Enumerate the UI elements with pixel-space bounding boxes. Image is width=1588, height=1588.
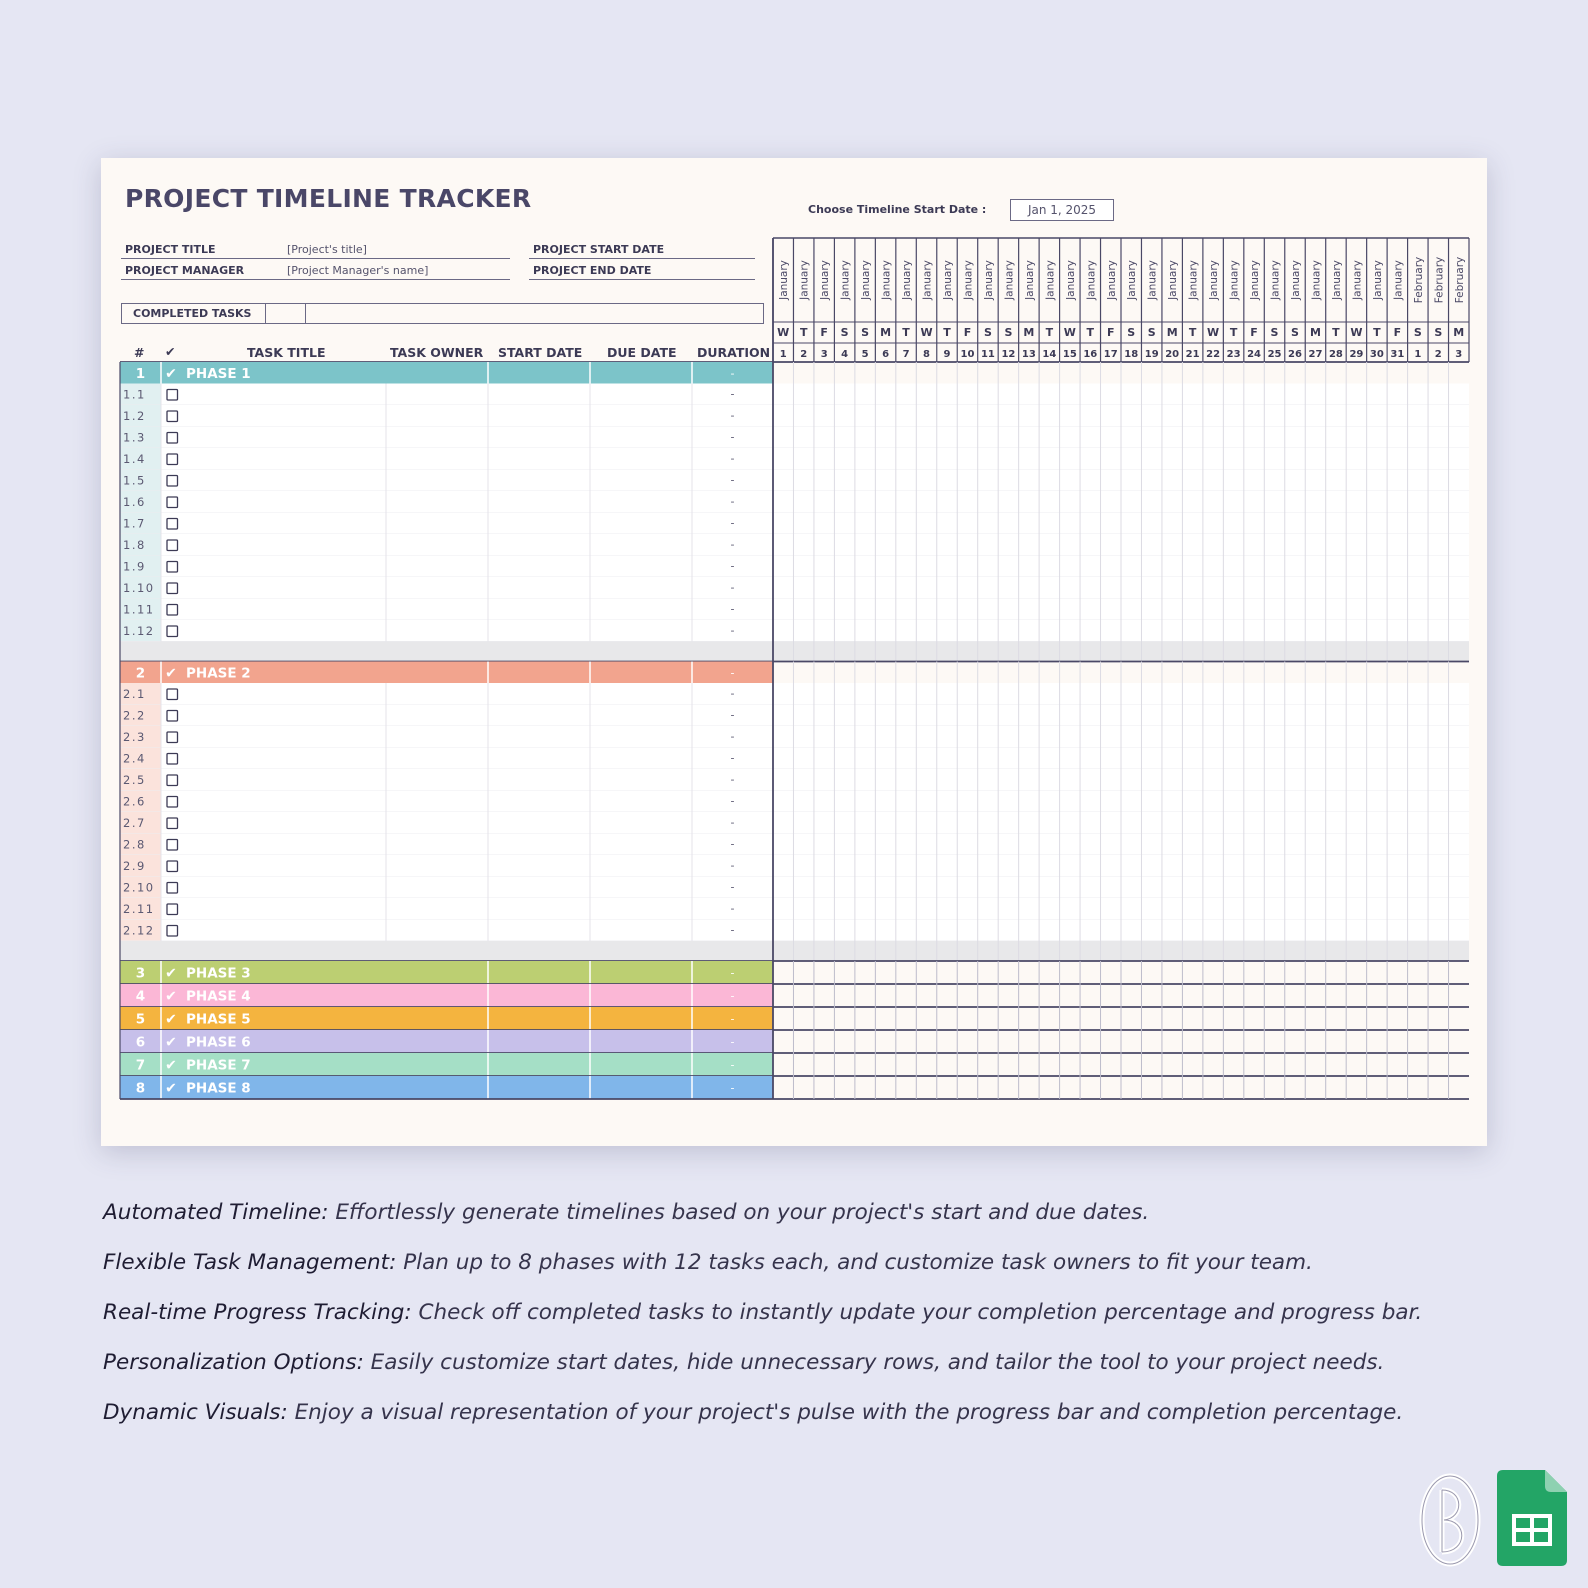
timeline-weekday-label: F bbox=[1107, 326, 1115, 339]
task-number: 1.3 bbox=[123, 430, 146, 445]
task-row[interactable] bbox=[161, 405, 773, 427]
phase-spacer-row bbox=[120, 642, 1469, 662]
phase-check-icon: ✔ bbox=[165, 1080, 177, 1097]
phase-duration: - bbox=[730, 989, 735, 1003]
timeline-month-label: January bbox=[1269, 260, 1282, 300]
task-duration: - bbox=[730, 624, 735, 637]
task-number: 2.4 bbox=[123, 751, 146, 766]
task-number: 2.12 bbox=[123, 923, 155, 938]
task-checkbox[interactable] bbox=[167, 390, 178, 401]
task-duration: - bbox=[730, 708, 735, 722]
task-duration: - bbox=[730, 859, 735, 872]
task-duration: - bbox=[730, 538, 735, 551]
project-manager-field[interactable]: [Project Manager's name] bbox=[287, 264, 429, 277]
timeline-month-label: January bbox=[1187, 260, 1200, 300]
task-row[interactable] bbox=[161, 577, 773, 599]
task-duration: - bbox=[730, 452, 735, 465]
feature-item bbox=[103, 1350, 1543, 1400]
timeline-weekday-label: T bbox=[1373, 326, 1381, 339]
feature-text: Check off completed tasks to instantly update your completion percentage and progress bar. bbox=[411, 1300, 1423, 1325]
task-duration: - bbox=[730, 687, 735, 700]
phase-number: 1 bbox=[135, 365, 146, 382]
timeline-month-label: January bbox=[942, 260, 954, 300]
phase-title[interactable]: PHASE 2 bbox=[186, 665, 251, 682]
phase-number: 4 bbox=[135, 988, 146, 1005]
col-header-due-date: DUE DATE bbox=[607, 345, 677, 360]
task-number: 2.3 bbox=[123, 730, 146, 744]
timeline-day-label: 20 bbox=[1165, 349, 1180, 360]
timeline-day-label: 31 bbox=[1390, 349, 1405, 360]
task-checkbox[interactable] bbox=[167, 754, 178, 765]
task-duration: - bbox=[730, 902, 735, 915]
timeline-day-label: 16 bbox=[1083, 349, 1098, 360]
task-checkbox[interactable] bbox=[167, 476, 178, 487]
timeline-month-label: January bbox=[1351, 260, 1364, 300]
timeline-month-label: January bbox=[1310, 260, 1323, 300]
project-start-date-label: PROJECT START DATE bbox=[533, 243, 665, 256]
task-row[interactable] bbox=[161, 384, 773, 406]
task-number: 1.8 bbox=[123, 538, 146, 552]
feature-title: Dynamic Visuals: bbox=[103, 1400, 288, 1425]
task-number: 1.7 bbox=[123, 516, 146, 531]
task-number: 1.9 bbox=[123, 559, 146, 574]
phase-title[interactable]: PHASE 7 bbox=[186, 1057, 251, 1074]
task-duration: - bbox=[730, 880, 735, 894]
feature-title: Automated Timeline: bbox=[103, 1200, 329, 1225]
phase-title[interactable]: PHASE 1 bbox=[186, 365, 251, 382]
timeline-weekday-label: F bbox=[963, 326, 972, 339]
timeline-weekday-label: T bbox=[1188, 326, 1197, 339]
timeline-month-label: February bbox=[1412, 256, 1425, 304]
phase-number: 3 bbox=[135, 965, 146, 982]
task-row[interactable] bbox=[161, 812, 773, 834]
project-end-date-label: PROJECT END DATE bbox=[533, 264, 652, 277]
timeline-day-label: 17 bbox=[1103, 349, 1118, 360]
tracker-grid bbox=[101, 158, 1487, 1146]
task-number: 1.4 bbox=[123, 452, 146, 466]
timeline-day-label: 10 bbox=[960, 349, 975, 360]
brand-logo-icon bbox=[1416, 1470, 1484, 1570]
col-header-task-title: TASK TITLE bbox=[247, 345, 326, 360]
task-checkbox[interactable] bbox=[167, 454, 178, 465]
task-number: 2.10 bbox=[123, 880, 155, 895]
timeline-month-label: February bbox=[1433, 256, 1446, 304]
timeline-day-label: 23 bbox=[1226, 349, 1241, 360]
task-duration: - bbox=[730, 495, 735, 508]
task-row[interactable] bbox=[161, 491, 773, 513]
task-duration: - bbox=[730, 837, 735, 851]
task-number: 1.10 bbox=[123, 581, 155, 595]
task-duration: - bbox=[730, 387, 735, 401]
task-row[interactable] bbox=[161, 427, 773, 449]
timeline-weekday-label: W bbox=[1207, 326, 1220, 339]
phase-check-icon: ✔ bbox=[165, 988, 177, 1005]
timeline-day-label: 1 bbox=[779, 349, 787, 360]
task-duration: - bbox=[730, 816, 735, 829]
timeline-day-label: 11 bbox=[980, 349, 995, 360]
col-header-check: ✔ bbox=[165, 344, 176, 359]
timeline-day-label: 13 bbox=[1021, 349, 1036, 360]
timeline-weekday-label: M bbox=[1023, 326, 1035, 339]
task-duration: - bbox=[730, 730, 735, 743]
task-checkbox[interactable] bbox=[167, 883, 178, 894]
timeline-month-label: January bbox=[962, 260, 975, 300]
feature-title: Real-time Progress Tracking: bbox=[103, 1300, 412, 1325]
phase-number: 8 bbox=[135, 1080, 146, 1097]
timeline-month-label: January bbox=[819, 260, 832, 300]
timeline-day-label: 9 bbox=[943, 349, 951, 360]
task-number: 1.2 bbox=[123, 409, 146, 423]
timeline-month-label: February bbox=[1453, 256, 1466, 304]
timeline-month-label: January bbox=[778, 260, 791, 300]
task-duration: - bbox=[730, 923, 735, 937]
task-duration: - bbox=[730, 602, 735, 616]
phase-duration: - bbox=[730, 1012, 735, 1026]
task-row[interactable] bbox=[161, 877, 773, 899]
timeline-weekday-label: S bbox=[1291, 326, 1299, 339]
task-checkbox[interactable] bbox=[167, 711, 178, 722]
phase-duration: - bbox=[730, 966, 735, 980]
timeline-month-label: January bbox=[1228, 260, 1241, 300]
task-row[interactable] bbox=[161, 791, 773, 813]
timeline-weekday-label: S bbox=[983, 326, 992, 339]
timeline-month-label: January bbox=[1167, 260, 1180, 300]
timeline-day-label: 18 bbox=[1124, 349, 1139, 360]
timeline-weekday-label: T bbox=[1045, 326, 1054, 339]
task-row[interactable] bbox=[161, 726, 773, 748]
timeline-month-label: January bbox=[1371, 260, 1384, 300]
phase-number: 2 bbox=[135, 665, 146, 682]
timeline-day-label: 30 bbox=[1369, 349, 1384, 360]
timeline-month-label: January bbox=[1044, 260, 1057, 300]
task-checkbox[interactable] bbox=[167, 818, 178, 829]
timeline-month-label: January bbox=[880, 260, 893, 300]
timeline-weekday-label: T bbox=[799, 326, 808, 339]
phase-check-icon: ✔ bbox=[165, 965, 177, 982]
timeline-month-label: January bbox=[1249, 260, 1262, 300]
timeline-day-label: 21 bbox=[1185, 349, 1200, 360]
timeline-weekday-label: T bbox=[1332, 326, 1340, 339]
task-checkbox[interactable] bbox=[167, 540, 178, 551]
timeline-month-label: January bbox=[1208, 260, 1221, 300]
timeline-weekday-label: T bbox=[943, 326, 951, 339]
task-row[interactable] bbox=[161, 556, 773, 578]
feature-text: Enjoy a visual representation of your project's pulse with the progress bar and completion percentage. bbox=[287, 1400, 1404, 1425]
task-row[interactable] bbox=[161, 620, 773, 642]
timeline-weekday-label: M bbox=[1166, 326, 1178, 339]
timeline-day-label: 1 bbox=[1414, 349, 1422, 360]
task-number: 1.6 bbox=[123, 495, 146, 509]
task-duration: - bbox=[730, 559, 735, 573]
task-number: 2.11 bbox=[123, 902, 155, 916]
phase-spacer-row bbox=[120, 941, 1469, 961]
phase-number: 5 bbox=[135, 1011, 146, 1028]
task-row[interactable] bbox=[161, 769, 773, 791]
timeline-weekday-label: W bbox=[777, 326, 790, 339]
task-checkbox[interactable] bbox=[167, 861, 178, 872]
timeline-weekday-label: S bbox=[1127, 326, 1136, 339]
task-number: 1.1 bbox=[123, 387, 146, 402]
feature-text: Plan up to 8 phases with 12 tasks each, and customize task owners to fit your team. bbox=[396, 1250, 1313, 1275]
task-row[interactable] bbox=[161, 470, 773, 492]
phase-duration: - bbox=[730, 1058, 735, 1072]
phase-check-icon: ✔ bbox=[165, 1011, 177, 1028]
task-duration: - bbox=[730, 773, 735, 786]
project-title-field[interactable]: [Project's title] bbox=[287, 243, 367, 256]
timeline-weekday-label: M bbox=[1453, 326, 1465, 339]
timeline-month-label: January bbox=[1105, 260, 1118, 300]
timeline-month-label: January bbox=[1064, 260, 1077, 300]
task-row[interactable] bbox=[161, 855, 773, 877]
task-checkbox[interactable] bbox=[167, 797, 178, 808]
timeline-weekday-label: M bbox=[1309, 326, 1321, 339]
col-header-number: # bbox=[134, 345, 145, 360]
col-header-task-owner: TASK OWNER bbox=[390, 345, 484, 360]
task-checkbox[interactable] bbox=[167, 411, 178, 422]
feature-item bbox=[103, 1300, 1543, 1350]
task-checkbox[interactable] bbox=[167, 904, 178, 915]
timeline-day-label: 5 bbox=[861, 349, 869, 360]
phase-title[interactable]: PHASE 8 bbox=[186, 1080, 251, 1097]
timeline-day-label: 2 bbox=[1434, 349, 1442, 360]
timeline-month-label: January bbox=[860, 260, 873, 300]
timeline-month-label: January bbox=[839, 260, 852, 300]
task-number: 2.2 bbox=[123, 708, 146, 723]
task-row[interactable] bbox=[161, 748, 773, 770]
timeline-day-label: 25 bbox=[1267, 349, 1282, 360]
task-checkbox[interactable] bbox=[167, 926, 178, 937]
timeline-month-label: January bbox=[798, 260, 811, 300]
task-row[interactable] bbox=[161, 683, 773, 705]
phase-check-icon: ✔ bbox=[165, 365, 177, 382]
feature-list bbox=[103, 1200, 1543, 1450]
task-row[interactable] bbox=[161, 898, 773, 920]
timeline-day-label: 3 bbox=[820, 349, 828, 360]
google-sheets-icon bbox=[1497, 1470, 1567, 1566]
timeline-month-label: January bbox=[1003, 260, 1016, 300]
timeline-month-label: January bbox=[1085, 260, 1098, 300]
feature-text: Easily customize start dates, hide unnecessary rows, and tailor the tool to your project needs. bbox=[363, 1350, 1385, 1375]
task-duration: - bbox=[730, 516, 735, 530]
phase-duration: - bbox=[730, 366, 735, 380]
timeline-weekday-label: T bbox=[1086, 326, 1095, 339]
timeline-weekday-label: S bbox=[1147, 326, 1156, 339]
task-number: 1.12 bbox=[123, 624, 155, 638]
task-number: 2.9 bbox=[123, 859, 146, 873]
task-checkbox[interactable] bbox=[167, 497, 178, 508]
task-number: 2.8 bbox=[123, 837, 146, 852]
timeline-weekday-label: W bbox=[1350, 326, 1363, 339]
phase-duration: - bbox=[730, 1081, 735, 1095]
feature-item bbox=[103, 1250, 1543, 1300]
feature-item bbox=[103, 1400, 1543, 1450]
timeline-weekday-label: F bbox=[1393, 326, 1402, 339]
task-checkbox[interactable] bbox=[167, 605, 178, 616]
task-checkbox[interactable] bbox=[167, 583, 178, 594]
phase-title[interactable]: PHASE 6 bbox=[186, 1034, 251, 1051]
task-number: 1.5 bbox=[123, 473, 146, 488]
phase-check-icon: ✔ bbox=[165, 665, 177, 682]
completed-tasks-label: COMPLETED TASKS bbox=[133, 307, 252, 320]
phase-number: 6 bbox=[135, 1034, 146, 1051]
timeline-weekday-label: S bbox=[1413, 326, 1422, 339]
timeline-month-label: January bbox=[1392, 260, 1405, 300]
timeline-day-label: 7 bbox=[902, 349, 910, 360]
phase-number: 7 bbox=[135, 1057, 146, 1074]
task-duration: - bbox=[730, 794, 735, 808]
task-row[interactable] bbox=[161, 513, 773, 535]
phase-check-icon: ✔ bbox=[165, 1057, 177, 1074]
task-number: 2.5 bbox=[123, 773, 146, 787]
timeline-day-label: 2 bbox=[800, 349, 808, 360]
timeline-day-label: 19 bbox=[1144, 349, 1159, 360]
feature-title: Personalization Options: bbox=[103, 1350, 364, 1375]
col-header-start-date: START DATE bbox=[498, 345, 583, 360]
timeline-weekday-label: F bbox=[1250, 326, 1258, 339]
timeline-day-label: 8 bbox=[923, 349, 931, 360]
timeline-day-label: 12 bbox=[1001, 349, 1016, 360]
timeline-day-label: 27 bbox=[1308, 349, 1323, 360]
timeline-weekday-label: S bbox=[840, 326, 849, 339]
timeline-day-label: 24 bbox=[1247, 349, 1262, 360]
task-row[interactable] bbox=[161, 834, 773, 856]
timeline-day-label: 14 bbox=[1042, 349, 1057, 360]
timeline-month-label: January bbox=[1126, 260, 1139, 300]
timeline-month-label: January bbox=[1330, 260, 1343, 300]
task-checkbox[interactable] bbox=[167, 519, 178, 530]
timeline-day-label: 28 bbox=[1328, 349, 1343, 360]
feature-title: Flexible Task Management: bbox=[103, 1250, 397, 1275]
phase-duration: - bbox=[730, 666, 735, 680]
timeline-month-label: January bbox=[901, 260, 914, 300]
timeline-month-label: January bbox=[1023, 260, 1036, 300]
phase-title[interactable]: PHASE 5 bbox=[186, 1011, 251, 1028]
task-row[interactable] bbox=[161, 534, 773, 556]
task-duration: - bbox=[730, 430, 735, 444]
timeline-weekday-label: S bbox=[1004, 326, 1013, 339]
timeline-month-label: January bbox=[1290, 260, 1302, 300]
feature-text: Effortlessly generate timelines based on your project's start and due dates. bbox=[328, 1200, 1150, 1225]
task-duration: - bbox=[730, 473, 735, 487]
timeline-month-label: January bbox=[982, 260, 995, 300]
page-title: PROJECT TIMELINE TRACKER bbox=[125, 184, 532, 213]
timeline-month-label: January bbox=[1146, 260, 1159, 300]
task-checkbox[interactable] bbox=[167, 626, 178, 637]
timeline-weekday-label: M bbox=[880, 326, 892, 339]
timeline-day-label: 4 bbox=[841, 349, 849, 360]
start-date-label: Choose Timeline Start Date : bbox=[808, 203, 987, 216]
phase-title[interactable]: PHASE 4 bbox=[186, 988, 251, 1005]
timeline-weekday-label: S bbox=[1270, 326, 1279, 339]
tracker-sheet bbox=[101, 158, 1487, 1146]
task-number: 2.7 bbox=[123, 816, 146, 830]
col-header-duration: DURATION bbox=[697, 345, 771, 360]
timeline-day-label: 6 bbox=[882, 349, 890, 360]
timeline-day-label: 29 bbox=[1349, 349, 1364, 360]
timeline-day-label: 15 bbox=[1062, 349, 1077, 360]
task-number: 1.11 bbox=[123, 602, 155, 617]
timeline-weekday-label: W bbox=[920, 326, 933, 339]
project-title-label: PROJECT TITLE bbox=[125, 243, 216, 256]
task-checkbox[interactable] bbox=[167, 775, 178, 786]
task-duration: - bbox=[730, 581, 735, 594]
phase-duration: - bbox=[730, 1035, 735, 1049]
timeline-weekday-label: S bbox=[861, 326, 870, 339]
timeline-weekday-label: S bbox=[1434, 326, 1443, 339]
timeline-weekday-label: T bbox=[902, 326, 910, 339]
timeline-day-label: 3 bbox=[1455, 349, 1463, 360]
timeline-start-date-input[interactable]: Jan 1, 2025 bbox=[1010, 199, 1114, 221]
timeline-weekday-label: F bbox=[820, 326, 828, 339]
task-row[interactable] bbox=[161, 448, 773, 470]
task-checkbox[interactable] bbox=[167, 840, 178, 851]
timeline-weekday-label: T bbox=[1229, 326, 1238, 339]
task-checkbox[interactable] bbox=[167, 689, 178, 700]
task-row[interactable] bbox=[161, 599, 773, 621]
timeline-weekday-label: W bbox=[1063, 326, 1076, 339]
task-row[interactable] bbox=[161, 920, 773, 942]
task-row[interactable] bbox=[161, 705, 773, 727]
timeline-day-label: 22 bbox=[1206, 349, 1221, 360]
timeline-month-label: January bbox=[921, 260, 934, 300]
task-duration: - bbox=[730, 751, 735, 765]
task-number: 2.6 bbox=[123, 794, 146, 809]
task-duration: - bbox=[730, 409, 735, 422]
timeline-day-label: 26 bbox=[1288, 349, 1302, 360]
phase-check-icon: ✔ bbox=[165, 1034, 177, 1051]
phase-title[interactable]: PHASE 3 bbox=[186, 965, 251, 982]
task-number: 2.1 bbox=[123, 687, 146, 701]
task-checkbox[interactable] bbox=[167, 562, 178, 573]
feature-item bbox=[103, 1200, 1543, 1250]
task-checkbox[interactable] bbox=[167, 433, 178, 444]
project-manager-label: PROJECT MANAGER bbox=[125, 264, 245, 277]
task-checkbox[interactable] bbox=[167, 732, 178, 743]
